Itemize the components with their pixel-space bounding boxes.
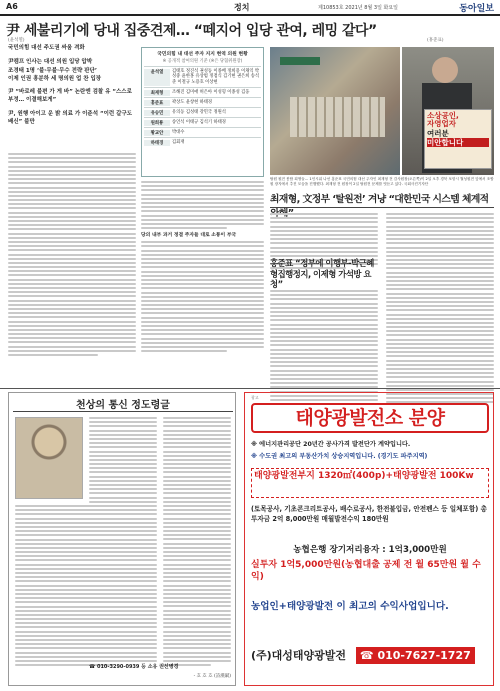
candidate-name: 원희룡 [144, 120, 170, 126]
ad-line3: 태양광발전부지 1320㎡(400p)+태양광발전 100Kw [251, 468, 489, 498]
ad-line4: (토목공사, 기초콘크리트공사, 배수로공사, 한전불입금, 안전펜스 등 일체포함) 총투자금 2억 8,000만원 매월발전수익 180만원 [251, 505, 487, 523]
supporters-table [141, 47, 264, 177]
subhead-3: 조경태 1명 ‘불·무불·무수 전략 판단’ [8, 67, 97, 74]
protest-sign: 소상공인, 자영업자 여러분 미안합니다 [424, 109, 492, 169]
photo-caption: 탈원 원전 봉합 희생들… 1인시위 나선 홍준표 국민의힘 대선 주자인 최재형 전 감사원장(오른쪽)이 2일 오후 경북 포항시 월성원전 앞에서 조합원 장지에서 추진 모습을 진행했다. 최재형 전 원장이 2일 탈원전 문제를 엿듣고 있다. 국회사진기자단 [270, 177, 494, 186]
ad-left-phone: ☎ 010-3290-0939 등 소유 권신병경 [89, 664, 179, 670]
table-row [144, 127, 261, 137]
supporter-list: 송언석 이태규 김석기 하태경 [172, 119, 226, 125]
table-row [144, 66, 261, 87]
table-note: ※ 공개적 참여의원 기준 (※은 당협위원장) [162, 59, 243, 64]
ad-line6: 실투자 1억5,000만원(농협대출 공제 전 월 65만원 월 수익) [251, 560, 481, 583]
col2-subheading: 당의 내부 과거 정결 주자들 대로 소통이 부국 [141, 233, 237, 239]
supporter-list: 유의동 김성태 강민국 정원석 [172, 109, 226, 115]
ad-left-col1 [89, 417, 157, 505]
photo-nuclear-plant [270, 47, 400, 175]
ad-solar [244, 392, 494, 686]
candidate-name: 유승민 [144, 110, 170, 116]
candidate-name: 하태경 [144, 140, 170, 146]
subheads-block [8, 44, 136, 126]
main-headline: 尹 세불리기에 당내 집중견제… “떼지어 입당 관여, 레밍 같다” [6, 23, 377, 39]
ad-left-sub: - 흐 흐 흐 (詩漢賦) [193, 674, 231, 679]
candidate-name: 윤석열 [144, 69, 170, 86]
portrait-photo [15, 417, 83, 499]
page-header [0, 0, 500, 16]
table-title: 국민의힘 내 대선 주자 지지 현역 의원 현황 [157, 52, 248, 57]
ad-phone: ☎ 010-7627-1727 [356, 647, 475, 664]
section-name: 정치 [234, 3, 250, 12]
supporter-list: 박대수 [172, 129, 185, 135]
page-number: A6 [6, 2, 18, 11]
supporter-list: 조해진 김미애 허은아 이성형 이종성 김웅 [172, 89, 250, 95]
subhead-1: 국민의힘 대선 주도권 싸움 격화 [8, 45, 85, 51]
subhead-2: 尹캠프 인사는 대선 의원 입당 압박 [8, 59, 93, 66]
supporter-list: 김태호 정진석 권성동 이종배 정희용 이채익 박성중 윤한홍 유상범 정점식 김기현 권은희 송석준 이철규 노용호 이상현 [172, 68, 260, 86]
ad-line1: ※ 에너지관리공단 20년간 공사가격 발전단가 계약입니다. [251, 441, 411, 448]
ad-left-col2 [163, 417, 231, 668]
subhead-4: 이제 인권 흥분하 세 명의원 업 찬 입장 [8, 75, 102, 82]
ad-left-body [15, 505, 157, 668]
supporter-list: 곽상도 윤창현 하태경 [172, 99, 213, 105]
ad-company: (주)대성태양광발전 [251, 649, 347, 662]
ad-line2: ※ 수도권 최고의 부동산가치 상승지역입니다. (경기도 파주지역) [251, 453, 428, 460]
article-body-col4 [386, 213, 494, 410]
col3-headline: 홍준표 “정부에 이행부-박근혜 형집행정지, 이제형 가석방 요청” [270, 258, 374, 289]
candidate-name: 최재형 [144, 90, 170, 96]
candidate-name: 황교안 [144, 130, 170, 136]
newspaper-logo: 동아일보 [459, 4, 494, 14]
candidate-name: 홍준표 [144, 100, 170, 106]
photo-protest [402, 47, 494, 175]
table-row [144, 97, 261, 107]
article-body-col3b [270, 290, 378, 407]
issue-date: 제10853호 2021년 8월 3일 화요일 [318, 5, 398, 11]
ad-line7: 농업인+태양광발전 이 최고의 수익사업입니다. [251, 601, 449, 612]
article-body-col2 [141, 181, 264, 354]
photo-credit-left: (윤석열) [8, 38, 25, 43]
secondary-headline: 최재형, 文정부 ‘탈원전’ 겨냥 “대한민국 시스템 체계적 [270, 194, 489, 205]
table-row [144, 87, 261, 97]
ad-solar-title: 태양광발전소 분양 [251, 403, 489, 433]
article-body-col1 [8, 153, 136, 358]
table-row [144, 107, 261, 117]
ad-label: 광고 [251, 395, 259, 400]
ad-phone-row [251, 641, 489, 671]
photo-credit-right: (홍준표) [427, 38, 444, 43]
ad-left [8, 392, 236, 686]
table-row [144, 117, 261, 127]
ad-line5: 농협은행 장기저리융자 : 1억3,000만원 [293, 545, 447, 555]
subhead-5: 尹 “바로레 불편 가 게 바” 논란엔 검찰 유 “스스로 부정… 이결해보게” [8, 89, 132, 104]
supporter-list: 김회재 [172, 139, 185, 145]
table-row [144, 137, 261, 147]
ad-left-title: 천상의 통신 정도령글 [76, 400, 170, 411]
subhead-6: 尹, 원행 아이고 운 밝 의료 가 이준석 “이런 갈구도 배신” 불만 [8, 110, 133, 125]
